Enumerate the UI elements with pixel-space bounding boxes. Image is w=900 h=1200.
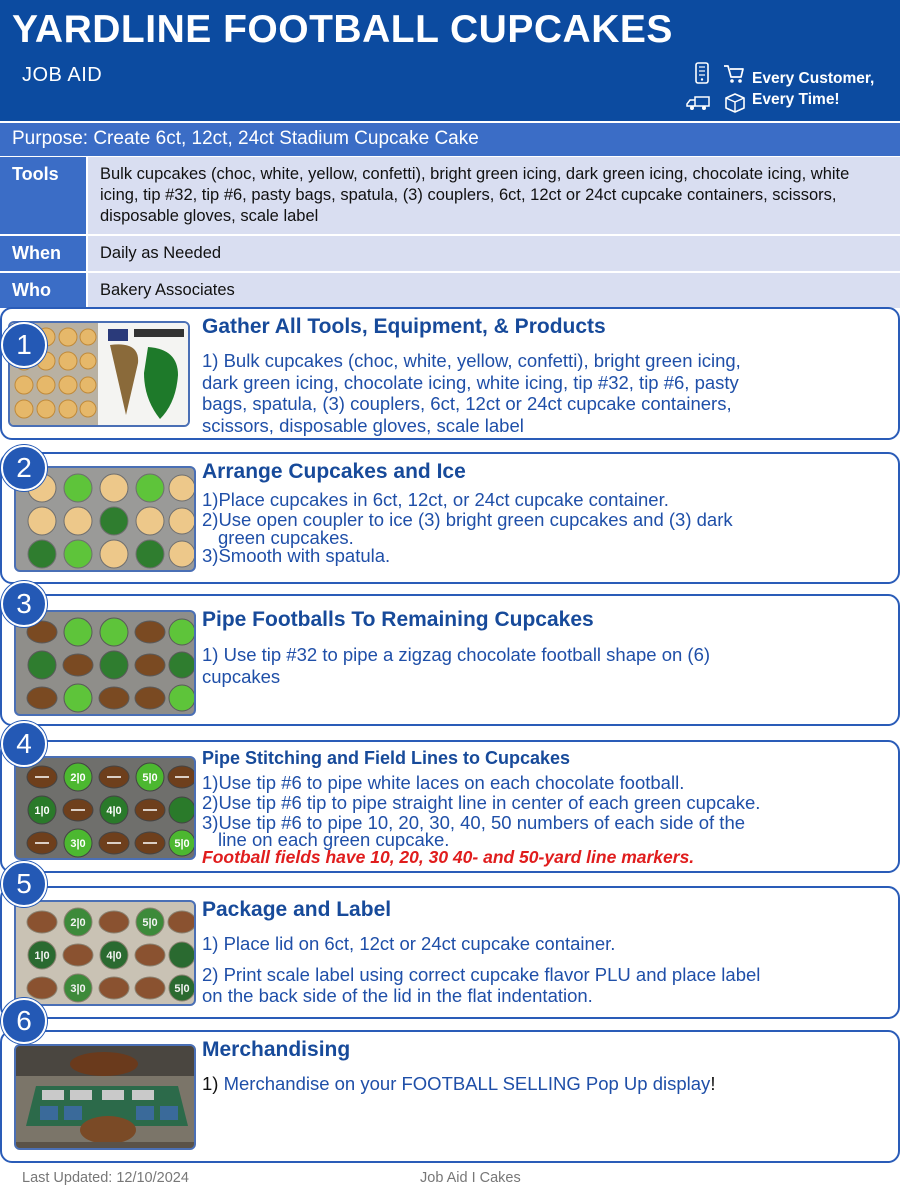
step-3-line-2: cupcakes <box>202 665 281 687</box>
tagline <box>752 68 874 110</box>
step-4-photo-label-2: 5|0 <box>142 772 158 784</box>
step-4-note: Football fields have 10, 20, 30 40- and 50-yard line markers. <box>202 847 695 867</box>
page-subtitle: JOB AID <box>22 64 103 86</box>
step-4-photo-label-6: 5|0 <box>174 838 190 850</box>
purpose-banner: Purpose: Create 6ct, 12ct, 24ct Stadium Cupcake Cake <box>0 123 900 156</box>
step-5-photo-label-4: 4|0 <box>106 950 122 962</box>
step-2-line-4: 3)Smooth with spatula. <box>202 545 391 566</box>
step-6-photo <box>14 1044 196 1150</box>
step-4-line-3: 3)Use tip #6 to pipe 10, 20, 30, 40, 50 numbers of each side of the <box>202 812 746 833</box>
step-1-line-4: scissors, disposable gloves, scale label <box>202 414 524 436</box>
step-1-card <box>0 307 900 440</box>
step-5-photo-label-3: 1|0 <box>34 950 50 962</box>
step-4-body <box>202 773 760 867</box>
step-5-line-3: on the back side of the lid in the flat indentation. <box>202 985 593 1006</box>
info-row-who <box>0 273 900 310</box>
step-4-photo-label-1: 2|0 <box>70 772 86 784</box>
phone-icon <box>694 62 710 84</box>
step-6-line-prefix: 1) <box>202 1073 219 1094</box>
step-4-number: 4 <box>1 721 47 767</box>
step-2-line-2: 2)Use open coupler to ice (3) bright green cupcakes and (3) dark <box>202 509 733 530</box>
step-1-line-2: dark green icing, chocolate icing, white icing, tip #32, tip #6, pasty <box>202 371 739 393</box>
step-3-photo <box>14 610 196 716</box>
step-6-body <box>202 1073 715 1095</box>
tagline-line-2: Every Time! <box>752 91 840 108</box>
info-value-tools: Bulk cupcakes (choc, white, yellow, confetti), bright green icing, dark green icing, chocolate icing, white icing, tip #32, tip #6, pasty bags, spatula, (3) couplers, 6ct, 12ct or 24ct cupcake containers, scissors, disposable gloves, scale label <box>88 157 900 234</box>
step-4-line-1: 1)Use tip #6 to pipe white laces on each chocolate football. <box>202 772 685 793</box>
info-row-when <box>0 236 900 273</box>
step-2-body <box>202 490 733 566</box>
footer-section: Job Aid I Cakes <box>420 1170 521 1186</box>
step-3-number: 3 <box>1 581 47 627</box>
step-5-line-2: 2) Print scale label using correct cupcake flavor PLU and place label <box>202 963 761 985</box>
step-1-title: Gather All Tools, Equipment, & Products <box>202 315 606 338</box>
step-3-photo-graphic <box>16 612 196 716</box>
step-5-photo-label-2: 5|0 <box>142 917 158 929</box>
step-4-photo-label-4: 4|0 <box>106 805 122 817</box>
step-6-card <box>0 1030 900 1163</box>
info-label-tools: Tools <box>0 157 88 234</box>
step-2-number: 2 <box>1 445 47 491</box>
footer-last-updated: Last Updated: 12/10/2024 <box>22 1170 189 1186</box>
step-1-number: 1 <box>1 322 47 368</box>
step-2-line-1: 1)Place cupcakes in 6ct, 12ct, or 24ct cupcake container. <box>202 489 669 510</box>
step-4-photo <box>14 756 196 860</box>
step-6-title: Merchandising <box>202 1038 351 1061</box>
step-1-line-3: bags, spatula, (3) couplers, 6ct, 12ct or 24ct cupcake containers, <box>202 393 732 414</box>
step-4-photo-label-3: 1|0 <box>34 805 50 817</box>
header-banner <box>0 0 900 121</box>
info-label-when: When <box>0 236 88 271</box>
step-1-line-1: 1) Bulk cupcakes (choc, white, yellow, confetti), bright green icing, <box>202 350 741 371</box>
info-row-tools <box>0 157 900 236</box>
step-4-line-4: line on each green cupcake. <box>218 829 450 850</box>
step-5-photo-label-5: 3|0 <box>70 983 86 995</box>
step-5-photo-graphic <box>16 902 196 1006</box>
step-5-photo-label-6: 5|0 <box>174 983 190 995</box>
step-5-number: 5 <box>1 861 47 907</box>
step-2-line-3: green cupcakes. <box>218 527 354 548</box>
step-4-title: Pipe Stitching and Field Lines to Cupcakes <box>202 748 571 768</box>
step-5-photo <box>14 900 196 1006</box>
step-5-line-1: 1) Place lid on 6ct, 12ct or 24ct cupcake container. <box>202 933 616 954</box>
step-2-title: Arrange Cupcakes and Ice <box>202 460 466 483</box>
step-5-body <box>202 933 760 1007</box>
delivery-truck-icon <box>686 94 712 112</box>
step-5-card <box>0 886 900 1019</box>
tagline-line-1: Every Customer, <box>752 70 875 87</box>
info-table <box>0 157 900 310</box>
shopping-cart-icon <box>722 63 746 85</box>
step-6-line-main: Merchandise on your FOOTBALL SELLING Pop Up display <box>218 1073 711 1094</box>
step-4-photo-graphic <box>16 758 196 860</box>
step-6-photo-graphic <box>16 1046 196 1150</box>
step-4-photo-label-5: 3|0 <box>70 838 86 850</box>
step-5-photo-label-1: 2|0 <box>70 917 86 929</box>
step-4-line-2: 2)Use tip #6 tip to pipe straight line in center of each green cupcake. <box>202 792 761 813</box>
step-3-title: Pipe Footballs To Remaining Cupcakes <box>202 608 594 631</box>
info-value-who: Bakery Associates <box>88 273 900 308</box>
package-box-icon <box>724 92 746 114</box>
service-icons <box>686 62 748 118</box>
step-6-line-suffix: ! <box>710 1073 716 1094</box>
info-value-when: Daily as Needed <box>88 236 900 271</box>
step-6-line-1 <box>202 1073 715 1095</box>
info-label-who: Who <box>0 273 88 308</box>
step-4-card <box>0 740 900 873</box>
page-title: YARDLINE FOOTBALL CUPCAKES <box>12 8 673 51</box>
step-3-card <box>0 594 900 726</box>
step-5-title: Package and Label <box>202 898 392 921</box>
step-2-card <box>0 452 900 584</box>
step-3-body <box>202 644 710 687</box>
step-3-line-1: 1) Use tip #32 to pipe a zigzag chocolate football shape on (6) <box>202 644 711 665</box>
step-1-body <box>202 350 741 436</box>
step-2-photo-graphic <box>16 468 196 572</box>
step-6-number: 6 <box>1 998 47 1044</box>
